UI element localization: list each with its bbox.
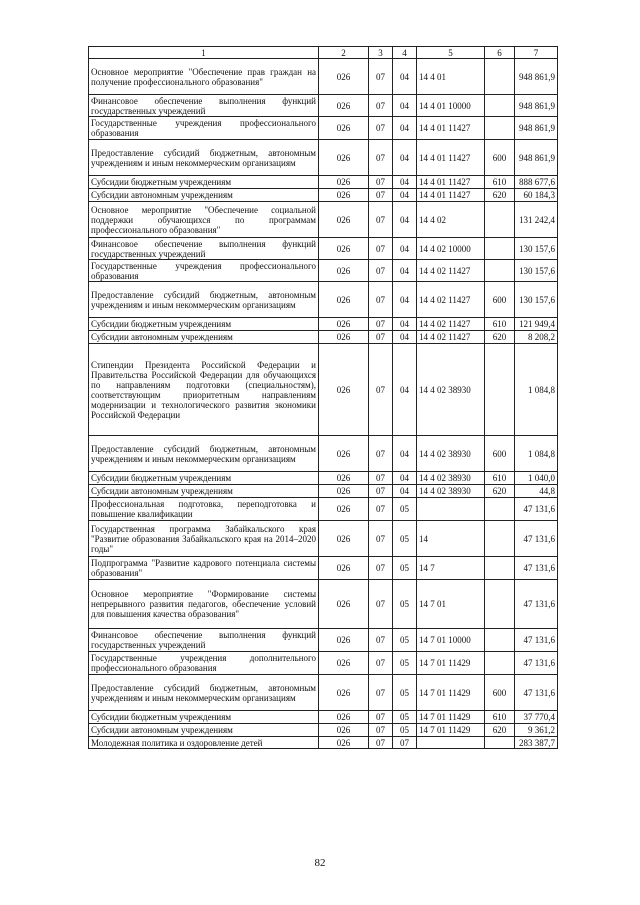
table-row	[89, 117, 558, 140]
cell-subsection: 04	[393, 202, 417, 238]
cell-article: 14 4 02 11427	[417, 282, 485, 318]
cell-article: 14 7 01 11429	[417, 724, 485, 737]
cell-name: Субсидии бюджетным учреждениям	[89, 176, 319, 189]
page-number: 82	[314, 857, 326, 869]
cell-article	[417, 737, 485, 749]
cell-name: Предоставление субсидий бюджетным, автономным учреждениям и иным некоммерческим организациям	[89, 436, 319, 472]
table-row	[89, 724, 558, 737]
cell-article: 14 7 01 10000	[417, 629, 485, 652]
cell-type: 600	[485, 436, 515, 472]
cell-section: 07	[369, 436, 393, 472]
cell-code: 026	[319, 737, 369, 749]
cell-type: 610	[485, 176, 515, 189]
cell-type	[485, 521, 515, 557]
cell-section: 07	[369, 331, 393, 344]
cell-section: 07	[369, 344, 393, 436]
cell-subsection: 04	[393, 318, 417, 331]
cell-name: Основное мероприятие "Формирование системы непрерывного развития педагогов, обеспечение условий для повышения качества образования"	[89, 580, 319, 629]
cell-article: 14 7 01	[417, 580, 485, 629]
cell-subsection: 04	[393, 189, 417, 202]
cell-article	[417, 498, 485, 521]
header-cell-type: 6	[485, 47, 515, 59]
table-row	[89, 95, 558, 117]
cell-subsection: 04	[393, 59, 417, 95]
cell-amount: 47 131,6	[515, 498, 558, 521]
cell-article: 14 4 01 11427	[417, 189, 485, 202]
cell-subsection: 04	[393, 260, 417, 282]
cell-code: 026	[319, 59, 369, 95]
cell-subsection: 04	[393, 176, 417, 189]
cell-name: Профессиональная подготовка, переподготовка и повышение квалификации	[89, 498, 319, 521]
table-row	[89, 675, 558, 711]
cell-section: 07	[369, 498, 393, 521]
cell-subsection: 04	[393, 436, 417, 472]
cell-code: 026	[319, 140, 369, 176]
cell-name: Субсидии бюджетным учреждениям	[89, 318, 319, 331]
table-row	[89, 521, 558, 557]
cell-subsection: 04	[393, 344, 417, 436]
cell-name: Государственные учреждения профессионального образования	[89, 260, 319, 282]
table-row	[89, 436, 558, 472]
cell-type: 620	[485, 724, 515, 737]
cell-article: 14 4 01 11427	[417, 117, 485, 140]
table-row	[89, 498, 558, 521]
cell-amount: 948 861,9	[515, 117, 558, 140]
cell-subsection: 04	[393, 140, 417, 176]
table-row	[89, 189, 558, 202]
cell-amount: 47 131,6	[515, 557, 558, 580]
cell-article: 14 4 01 10000	[417, 95, 485, 117]
cell-code: 026	[319, 117, 369, 140]
cell-subsection: 05	[393, 521, 417, 557]
cell-article: 14 4 02 10000	[417, 238, 485, 260]
cell-type	[485, 580, 515, 629]
cell-code: 026	[319, 282, 369, 318]
cell-name: Финансовое обеспечение выполнения функций государственных учреждений	[89, 238, 319, 260]
cell-amount: 8 208,2	[515, 331, 558, 344]
cell-article: 14 4 01	[417, 59, 485, 95]
cell-type	[485, 95, 515, 117]
cell-subsection: 04	[393, 472, 417, 485]
cell-name: Субсидии автономным учреждениям	[89, 331, 319, 344]
cell-amount: 888 677,6	[515, 176, 558, 189]
table-row	[89, 331, 558, 344]
header-row	[89, 47, 558, 59]
cell-amount: 44,8	[515, 485, 558, 498]
table-row	[89, 629, 558, 652]
cell-amount: 130 157,6	[515, 238, 558, 260]
cell-name: Основное мероприятие "Обеспечение социальной поддержки обучающихся по программам профессионального образования"	[89, 202, 319, 238]
cell-section: 07	[369, 318, 393, 331]
cell-subsection: 05	[393, 711, 417, 724]
table-row	[89, 59, 558, 95]
cell-subsection: 04	[393, 238, 417, 260]
header-cell-subsection: 4	[393, 47, 417, 59]
cell-amount: 131 242,4	[515, 202, 558, 238]
cell-article: 14 4 02 11427	[417, 331, 485, 344]
cell-article: 14 4 02	[417, 202, 485, 238]
cell-subsection: 05	[393, 629, 417, 652]
cell-amount: 130 157,6	[515, 260, 558, 282]
cell-name: Финансовое обеспечение выполнения функций государственных учреждений	[89, 95, 319, 117]
cell-article: 14 4 02 11427	[417, 318, 485, 331]
cell-amount: 1 040,0	[515, 472, 558, 485]
table-row	[89, 711, 558, 724]
table-row	[89, 238, 558, 260]
table-row	[89, 485, 558, 498]
cell-subsection: 05	[393, 724, 417, 737]
cell-section: 07	[369, 675, 393, 711]
cell-subsection: 05	[393, 580, 417, 629]
cell-code: 026	[319, 260, 369, 282]
cell-amount: 121 949,4	[515, 318, 558, 331]
cell-subsection: 04	[393, 485, 417, 498]
cell-name: Субсидии автономным учреждениям	[89, 724, 319, 737]
cell-type	[485, 737, 515, 749]
cell-subsection: 04	[393, 117, 417, 140]
table-row	[89, 580, 558, 629]
cell-article: 14 4 02 38930	[417, 436, 485, 472]
cell-code: 026	[319, 580, 369, 629]
cell-amount: 283 387,7	[515, 737, 558, 749]
cell-name: Молодежная политика и оздоровление детей	[89, 737, 319, 749]
cell-name: Стипендии Президента Российской Федерации и Правительства Российской Федерации для обучающихся по направлениям подготовки (специальностям), соответствующим приоритетным направлениям модернизации и технологического развития экономики Российской Федерации	[89, 344, 319, 436]
cell-type: 620	[485, 485, 515, 498]
table-row	[89, 557, 558, 580]
cell-type: 620	[485, 189, 515, 202]
cell-section: 07	[369, 485, 393, 498]
cell-name: Субсидии автономным учреждениям	[89, 189, 319, 202]
cell-section: 07	[369, 629, 393, 652]
cell-amount: 948 861,9	[515, 59, 558, 95]
cell-code: 026	[319, 711, 369, 724]
cell-section: 07	[369, 737, 393, 749]
cell-type	[485, 117, 515, 140]
cell-code: 026	[319, 189, 369, 202]
cell-name: Предоставление субсидий бюджетным, автономным учреждениям и иным некоммерческим организациям	[89, 675, 319, 711]
cell-code: 026	[319, 202, 369, 238]
cell-article: 14	[417, 521, 485, 557]
table-row	[89, 176, 558, 189]
cell-type	[485, 260, 515, 282]
cell-type	[485, 652, 515, 675]
cell-section: 07	[369, 521, 393, 557]
cell-subsection: 04	[393, 95, 417, 117]
cell-name: Предоставление субсидий бюджетным, автономным учреждениям и иным некоммерческим организациям	[89, 140, 319, 176]
cell-article: 14 7	[417, 557, 485, 580]
cell-type: 600	[485, 140, 515, 176]
cell-type	[485, 202, 515, 238]
table-row	[89, 318, 558, 331]
cell-article: 14 4 02 38930	[417, 472, 485, 485]
cell-type: 610	[485, 711, 515, 724]
cell-section: 07	[369, 472, 393, 485]
cell-code: 026	[319, 318, 369, 331]
cell-code: 026	[319, 176, 369, 189]
cell-type	[485, 629, 515, 652]
cell-article: 14 4 02 38930	[417, 485, 485, 498]
cell-article: 14 7 01 11429	[417, 711, 485, 724]
cell-subsection: 05	[393, 557, 417, 580]
cell-code: 026	[319, 95, 369, 117]
cell-code: 026	[319, 344, 369, 436]
cell-section: 07	[369, 202, 393, 238]
cell-code: 026	[319, 557, 369, 580]
cell-section: 07	[369, 282, 393, 318]
cell-code: 026	[319, 652, 369, 675]
cell-article: 14 4 01 11427	[417, 140, 485, 176]
cell-section: 07	[369, 59, 393, 95]
cell-name: Субсидии бюджетным учреждениям	[89, 472, 319, 485]
cell-amount: 47 131,6	[515, 580, 558, 629]
cell-section: 07	[369, 140, 393, 176]
cell-subsection: 05	[393, 498, 417, 521]
cell-code: 026	[319, 472, 369, 485]
cell-name: Государственные учреждения профессионального образования	[89, 117, 319, 140]
cell-article: 14 4 01 11427	[417, 176, 485, 189]
cell-amount: 47 131,6	[515, 675, 558, 711]
table-row	[89, 652, 558, 675]
cell-name: Финансовое обеспечение выполнения функций государственных учреждений	[89, 629, 319, 652]
cell-code: 026	[319, 498, 369, 521]
cell-article: 14 4 02 11427	[417, 260, 485, 282]
header-cell-amount: 7	[515, 47, 558, 59]
cell-section: 07	[369, 189, 393, 202]
cell-type: 610	[485, 472, 515, 485]
table-row	[89, 737, 558, 749]
cell-section: 07	[369, 711, 393, 724]
cell-amount: 9 361,2	[515, 724, 558, 737]
cell-section: 07	[369, 557, 393, 580]
cell-amount: 1 084,8	[515, 436, 558, 472]
cell-code: 026	[319, 485, 369, 498]
cell-section: 07	[369, 580, 393, 629]
cell-type	[485, 498, 515, 521]
cell-type: 600	[485, 282, 515, 318]
cell-code: 026	[319, 675, 369, 711]
cell-amount: 1 084,8	[515, 344, 558, 436]
cell-amount: 37 770,4	[515, 711, 558, 724]
table-row	[89, 202, 558, 238]
cell-name: Государственные учреждения дополнительного профессионального образования	[89, 652, 319, 675]
cell-type: 620	[485, 331, 515, 344]
cell-section: 07	[369, 117, 393, 140]
table-row	[89, 140, 558, 176]
cell-code: 026	[319, 436, 369, 472]
cell-amount: 47 131,6	[515, 521, 558, 557]
cell-code: 026	[319, 331, 369, 344]
cell-section: 07	[369, 260, 393, 282]
cell-type	[485, 557, 515, 580]
cell-amount: 60 184,3	[515, 189, 558, 202]
table-row	[89, 260, 558, 282]
cell-amount: 948 861,9	[515, 140, 558, 176]
cell-section: 07	[369, 95, 393, 117]
cell-name: Субсидии бюджетным учреждениям	[89, 711, 319, 724]
header-cell-code: 2	[319, 47, 369, 59]
cell-section: 07	[369, 238, 393, 260]
cell-name: Подпрограмма "Развитие кадрового потенциала системы образования"	[89, 557, 319, 580]
cell-name: Государственная программа Забайкальского края "Развитие образования Забайкальского края на 2014–2020 годы"	[89, 521, 319, 557]
cell-section: 07	[369, 652, 393, 675]
cell-article: 14 7 01 11429	[417, 652, 485, 675]
cell-code: 026	[319, 521, 369, 557]
cell-amount: 47 131,6	[515, 652, 558, 675]
table-row	[89, 472, 558, 485]
budget-table	[88, 46, 558, 749]
cell-name: Субсидии автономным учреждениям	[89, 485, 319, 498]
table-body	[89, 59, 558, 749]
cell-section: 07	[369, 724, 393, 737]
cell-type	[485, 344, 515, 436]
cell-amount: 130 157,6	[515, 282, 558, 318]
cell-subsection: 04	[393, 331, 417, 344]
cell-code: 026	[319, 629, 369, 652]
cell-subsection: 05	[393, 675, 417, 711]
cell-article: 14 7 01 11429	[417, 675, 485, 711]
cell-subsection: 05	[393, 652, 417, 675]
cell-section: 07	[369, 176, 393, 189]
cell-type	[485, 59, 515, 95]
header-cell-name: 1	[89, 47, 319, 59]
cell-subsection: 04	[393, 282, 417, 318]
cell-amount: 47 131,6	[515, 629, 558, 652]
cell-code: 026	[319, 238, 369, 260]
cell-article: 14 4 02 38930	[417, 344, 485, 436]
cell-amount: 948 861,9	[515, 95, 558, 117]
cell-name: Предоставление субсидий бюджетным, автономным учреждениям и иным некоммерческим организациям	[89, 282, 319, 318]
cell-subsection: 07	[393, 737, 417, 749]
cell-type: 610	[485, 318, 515, 331]
cell-code: 026	[319, 724, 369, 737]
header-cell-section: 3	[369, 47, 393, 59]
cell-type	[485, 238, 515, 260]
table-row	[89, 282, 558, 318]
cell-name: Основное мероприятие "Обеспечение прав граждан на получение профессионального образования"	[89, 59, 319, 95]
cell-type: 600	[485, 675, 515, 711]
header-cell-article: 5	[417, 47, 485, 59]
table-row	[89, 344, 558, 436]
